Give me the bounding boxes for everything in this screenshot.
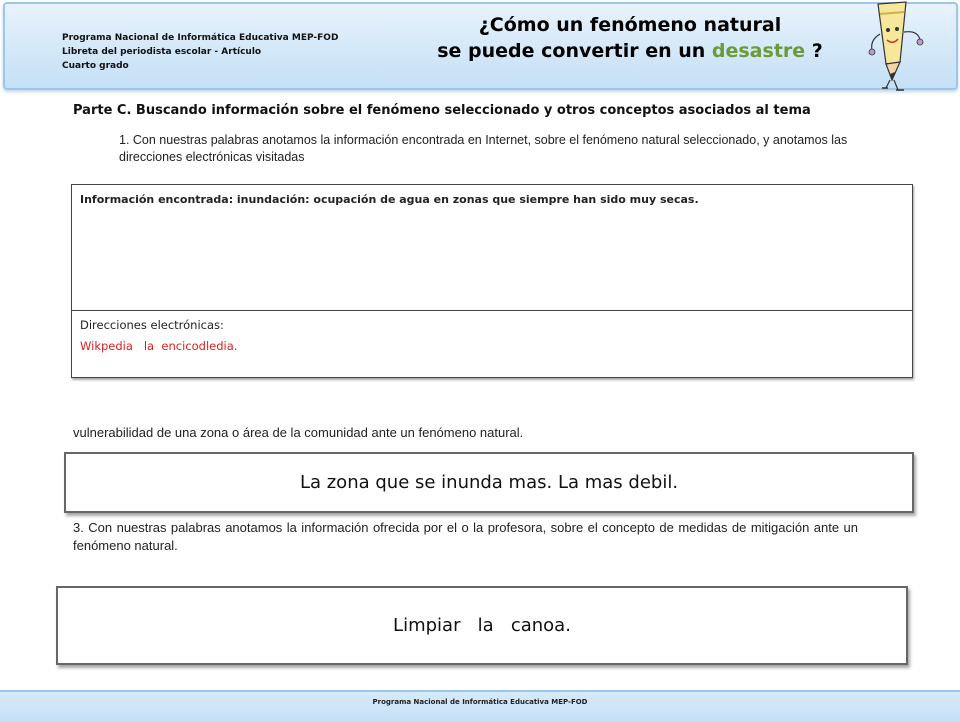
- links-label: Direcciones electrónicas:: [80, 318, 224, 332]
- title-line-1: ¿Cómo un fenómeno natural: [478, 14, 782, 36]
- title-line-2: [395, 38, 865, 64]
- instruction-3: 3. Con nuestras palabras anotamos la información ofrecida por el o la profesora, sobre el concepto de medidas de mitigación ante un fenómeno natural.: [73, 520, 858, 553]
- instruction-1: 1. Con nuestras palabras anotamos la información encontrada en Internet, sobre el fenómeno natural seleccionado, y anotamos las direcciones electrónicas visitadas: [119, 133, 848, 164]
- instruction-2: vulnerabilidad de una zona o área de la comunidad ante un fenómeno natural.: [73, 425, 524, 440]
- footer-band: [0, 690, 960, 722]
- info-table: [71, 184, 913, 378]
- answer-vulnerability-text: La zona que se inunda mas. La mas debil.: [299, 472, 679, 493]
- links-value: Wikpedia la encicodledia.: [80, 339, 238, 353]
- answer-mitigation-text: Limpiar la canoa.: [393, 615, 571, 636]
- title-line-2-end: ?: [805, 40, 823, 62]
- answer-box-vulnerability: [64, 452, 914, 513]
- answer-box-mitigation: [56, 586, 908, 665]
- program-info: [62, 31, 338, 73]
- footer-text: Programa Nacional de Informática Educativa MEP-FOD: [372, 698, 588, 706]
- grade-level: Cuarto grado: [62, 61, 129, 71]
- page-title: [395, 12, 865, 64]
- info-found-cell: [72, 185, 912, 311]
- info-found-text: Información encontrada: inundación: ocupación de agua en zonas que siempre han sido muy secas.: [80, 193, 699, 206]
- notebook-name: Libreta del periodista escolar - Artículo: [62, 47, 262, 57]
- header-band: [3, 2, 958, 90]
- pencil-mascot-icon: [866, 0, 926, 92]
- program-name: Programa Nacional de Informática Educativa MEP-FOD: [62, 33, 339, 43]
- section-title: Parte C. Buscando información sobre el fenómeno seleccionado y otros conceptos asociados al tema: [73, 103, 811, 118]
- title-line-2-start: se puede convertir en un: [437, 40, 712, 62]
- title-accent-word: desastre: [711, 40, 806, 62]
